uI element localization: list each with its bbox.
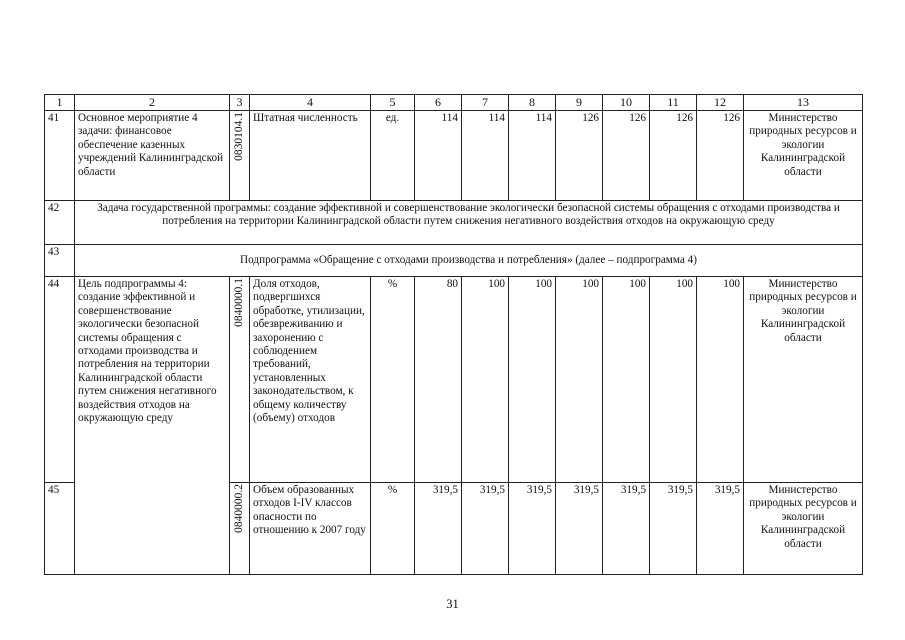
page-number: 31	[446, 597, 459, 611]
value-cell: 319,5	[509, 483, 556, 575]
indicator-name: Штатная численность	[250, 111, 371, 201]
value-cell: 100	[697, 277, 744, 483]
header-cell: 13	[744, 95, 863, 111]
code-cell	[230, 111, 250, 201]
indicator-name: Доля отходов, подвергшихся обработке, утилизации, обезвреживанию и захоронению с соблюдением требований, установленных законодательством, к общему количеству (объему) отходов	[250, 277, 371, 483]
value-cell: 126	[650, 111, 697, 201]
code-text: 0840000.1	[233, 278, 245, 327]
value-cell: 100	[650, 277, 697, 483]
value-cell: 319,5	[603, 483, 650, 575]
header-cell: 7	[462, 95, 509, 111]
header-cell: 1	[45, 95, 75, 111]
header-cell: 4	[250, 95, 371, 111]
code-cell	[230, 483, 250, 575]
table-row	[45, 201, 863, 245]
row-number: 42	[45, 201, 75, 245]
value-cell: 319,5	[415, 483, 462, 575]
measure-name: Основное мероприятие 4 задачи: финансовое обеспечение казенных учреждений Калининградской области	[75, 111, 230, 201]
responsible-cell: Министерство природных ресурсов и экологии Калининградской области	[744, 483, 863, 575]
value-cell: 100	[556, 277, 603, 483]
subprogram-title: Подпрограмма «Обращение с отходами производства и потребления» (далее – подпрограмма 4)	[75, 245, 863, 277]
header-cell: 3	[230, 95, 250, 111]
table-row	[45, 277, 863, 483]
value-cell: 114	[462, 111, 509, 201]
value-cell: 100	[509, 277, 556, 483]
header-cell: 12	[697, 95, 744, 111]
table-header-row	[45, 95, 863, 111]
responsible-cell: Министерство природных ресурсов и экологии Калининградской области	[744, 277, 863, 483]
value-cell: 114	[415, 111, 462, 201]
code-text: 0830104.1	[233, 112, 245, 161]
value-cell: 126	[603, 111, 650, 201]
code-text: 0840000.2	[233, 484, 245, 533]
header-cell: 2	[75, 95, 230, 111]
indicators-table	[44, 94, 863, 575]
header-cell: 9	[556, 95, 603, 111]
unit-cell: ед.	[371, 111, 415, 201]
value-cell: 319,5	[462, 483, 509, 575]
header-cell: 5	[371, 95, 415, 111]
table-row	[45, 111, 863, 201]
header-cell: 8	[509, 95, 556, 111]
value-cell: 319,5	[650, 483, 697, 575]
table-row	[45, 245, 863, 277]
code-cell	[230, 277, 250, 483]
task-text: Задача государственной программы: создание эффективной и совершенствование экологически безопасной системы обращения с отходами производства и потребления на территории Калининградской области путем снижения негативного воздействия отходов на окружающую среду	[75, 201, 863, 245]
row-number: 45	[45, 483, 75, 575]
value-cell: 126	[556, 111, 603, 201]
unit-cell: %	[371, 277, 415, 483]
header-cell: 6	[415, 95, 462, 111]
value-cell: 126	[697, 111, 744, 201]
row-number: 41	[45, 111, 75, 201]
value-cell: 100	[462, 277, 509, 483]
responsible-cell: Министерство природных ресурсов и экологии Калининградской области	[744, 111, 863, 201]
value-cell: 319,5	[697, 483, 744, 575]
row-number: 44	[45, 277, 75, 483]
header-cell: 10	[603, 95, 650, 111]
goal-name: Цель подпрограммы 4: создание эффективной и совершенствование экологически безопасной системы обращения с отходами производства и потребления на территории Калининградской области путем снижения негативного воздействия отходов на окружающую среду	[75, 277, 230, 575]
value-cell: 80	[415, 277, 462, 483]
unit-cell: %	[371, 483, 415, 575]
value-cell: 114	[509, 111, 556, 201]
header-cell: 11	[650, 95, 697, 111]
row-number: 43	[45, 245, 75, 277]
indicator-name: Объем образованных отходов I-IV классов опасности по отношению к 2007 году	[250, 483, 371, 575]
value-cell: 100	[603, 277, 650, 483]
value-cell: 319,5	[556, 483, 603, 575]
